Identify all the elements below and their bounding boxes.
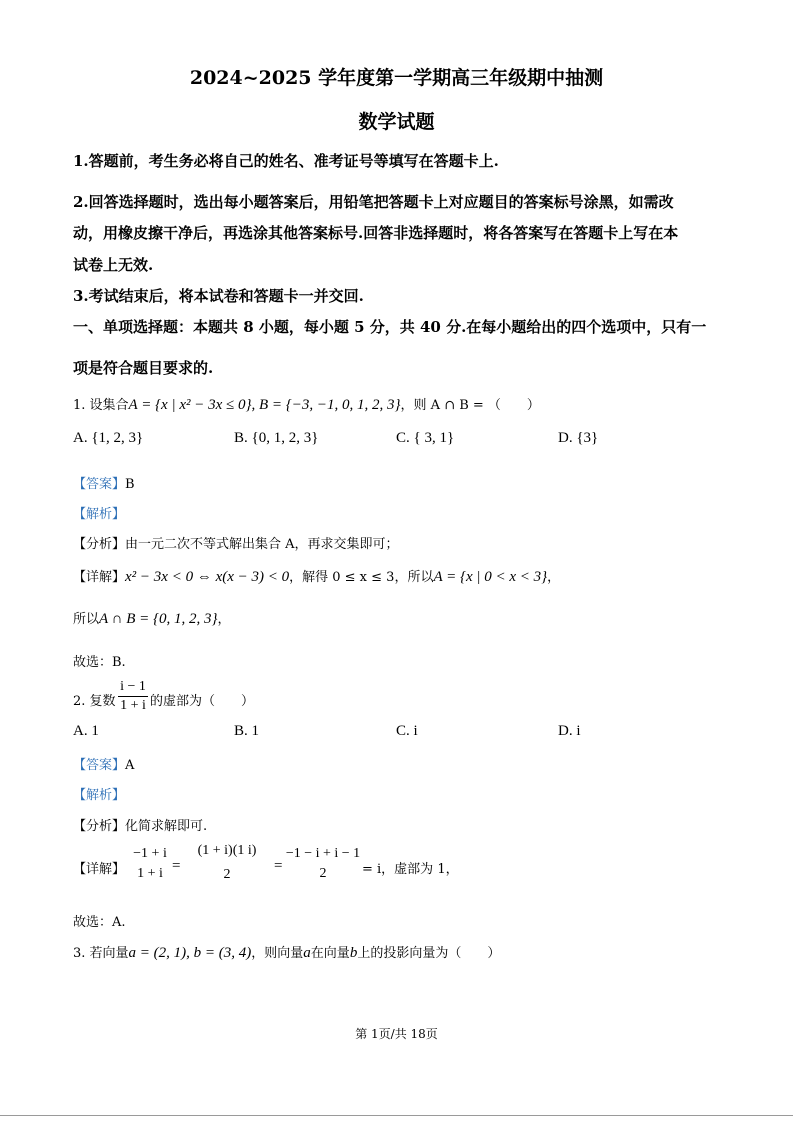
q1-answer bbox=[73, 473, 135, 492]
equals-sign: = bbox=[274, 858, 283, 874]
frac1-den: 1 + i bbox=[137, 866, 163, 881]
answer-value: B bbox=[125, 477, 135, 492]
q2-frac-den: 1 + i bbox=[120, 698, 146, 713]
section-heading: 一、单项选择题：本题共 8 小题，每小题 5 分，共 40 分.在每小题给出的四个选项中，只有一 bbox=[73, 318, 707, 336]
detail-end: ， bbox=[547, 570, 561, 585]
q2-answer bbox=[73, 754, 134, 773]
instruction-2: 2.回答选择题时，选出每小题答案后，用铅笔把答题卡上对应题目的答案标号涂黑，如需改 bbox=[73, 193, 674, 211]
q1-conclusion: 故选：B. bbox=[73, 655, 126, 670]
q1-option-c: C. { 3, 1} bbox=[396, 430, 455, 446]
q3-mid2: 在向量 bbox=[310, 946, 350, 961]
fenxi-tag: 【分析】 bbox=[73, 537, 126, 552]
q1-detail-line2 bbox=[73, 608, 231, 628]
fenxi-text: 化简求解即可. bbox=[125, 819, 208, 834]
page-number: 第 1页/共 18页 bbox=[355, 1027, 438, 1041]
q2-fraction bbox=[118, 679, 148, 714]
frac3-num: −1 − i + i − 1 bbox=[285, 846, 361, 861]
q2-option-a: A. 1 bbox=[73, 723, 99, 739]
q2-fenxi bbox=[73, 815, 207, 834]
answer-tag: 【答案】 bbox=[73, 477, 126, 492]
analysis-tag: 【解析】 bbox=[73, 788, 126, 803]
q2-option-b: B. 1 bbox=[234, 723, 260, 739]
q1-option-b: B. {0, 1, 2, 3} bbox=[234, 430, 319, 446]
detail-tag: 【详解】 bbox=[73, 862, 126, 877]
q2-detail-frac-2 bbox=[182, 843, 272, 883]
fenxi-tag: 【分析】 bbox=[73, 819, 126, 834]
q1-fenxi bbox=[73, 533, 399, 552]
instruction-2-cont: 动，用橡皮擦干净后，再选涂其他答案标号.回答非选择题时，将各答案写在答题卡上写在本 bbox=[73, 224, 679, 242]
q2-suffix: 的虚部为（ ） bbox=[150, 694, 255, 709]
detail2-prefix: 所以 bbox=[73, 612, 100, 627]
q3-vec-b: b bbox=[349, 945, 358, 961]
fraction-bar bbox=[118, 696, 148, 697]
fenxi-text: 由一元二次不等式解出集合 A，再求交集即可； bbox=[125, 537, 399, 552]
question-1 bbox=[73, 394, 540, 414]
q2-prefix: 2. 复数 bbox=[73, 694, 116, 709]
detail-set: A = {x | 0 < x < 3} bbox=[433, 569, 548, 585]
q2-option-c: C. i bbox=[396, 723, 418, 739]
frac1-num: −1 + i bbox=[133, 846, 167, 861]
page-subtitle: 数学试题 bbox=[358, 111, 435, 133]
q3-vec-a: a bbox=[303, 945, 311, 961]
detail2-end: ， bbox=[217, 612, 231, 627]
bottom-divider bbox=[0, 1115, 793, 1116]
q2-detail-end: = i，虚部为 1， bbox=[362, 862, 459, 877]
q1-detail bbox=[73, 566, 560, 586]
answer-tag: 【答案】 bbox=[73, 758, 126, 773]
q3-mid: ，则向量 bbox=[251, 946, 304, 961]
section-heading-cont: 项是符合题目要求的. bbox=[73, 359, 214, 377]
instruction-2-end: 试卷上无效. bbox=[73, 256, 154, 274]
q2-detail-frac-1 bbox=[130, 846, 170, 882]
q3-vectors: a = (2, 1), b = (3, 4) bbox=[128, 945, 252, 961]
question-3 bbox=[73, 942, 500, 962]
q1-option-a: A. {1, 2, 3} bbox=[73, 430, 144, 446]
q2-conclusion: 故选：A. bbox=[73, 915, 126, 930]
q2-option-d: D. i bbox=[558, 723, 581, 739]
detail2-math: A ∩ B = {0, 1, 2, 3} bbox=[99, 611, 218, 627]
q1-option-d: D. {3} bbox=[558, 430, 599, 446]
frac3-den: 2 bbox=[319, 866, 327, 881]
q3-prefix: 3. 若向量 bbox=[73, 946, 129, 961]
analysis-tag: 【解析】 bbox=[73, 507, 126, 522]
answer-value: A bbox=[125, 758, 135, 773]
detail-tag: 【详解】 bbox=[73, 570, 126, 585]
instruction-1: 1.答题前，考生务必将自己的姓名、准考证号等填写在答题卡上. bbox=[73, 152, 499, 170]
detail-mid: ，解得 0 ≤ x ≤ 3，所以 bbox=[289, 570, 434, 585]
q1-suffix: ，则 A ∩ B = （ ） bbox=[400, 398, 540, 413]
q1-sets: A = {x | x² − 3x ≤ 0}, B = {−3, −1, 0, 1, 2, 3} bbox=[128, 397, 401, 413]
q3-suffix: 上的投影向量为（ ） bbox=[357, 946, 501, 961]
q2-detail-frac-3 bbox=[284, 846, 362, 882]
equals-sign: = bbox=[172, 858, 181, 874]
q2-frac-num: i − 1 bbox=[120, 679, 146, 694]
q1-prefix: 1. 设集合 bbox=[73, 398, 129, 413]
detail-math: x² − 3x < 0 ⇔ x(x − 3) < 0 bbox=[125, 569, 290, 585]
instruction-3: 3.考试结束后，将本试卷和答题卡一并交回. bbox=[73, 287, 364, 305]
frac2-num: (1 + i)(1 i) bbox=[197, 843, 257, 858]
frac2-den: 2 bbox=[223, 867, 231, 882]
page-title: 2024~2025 学年度第一学期高三年级期中抽测 bbox=[189, 67, 604, 89]
